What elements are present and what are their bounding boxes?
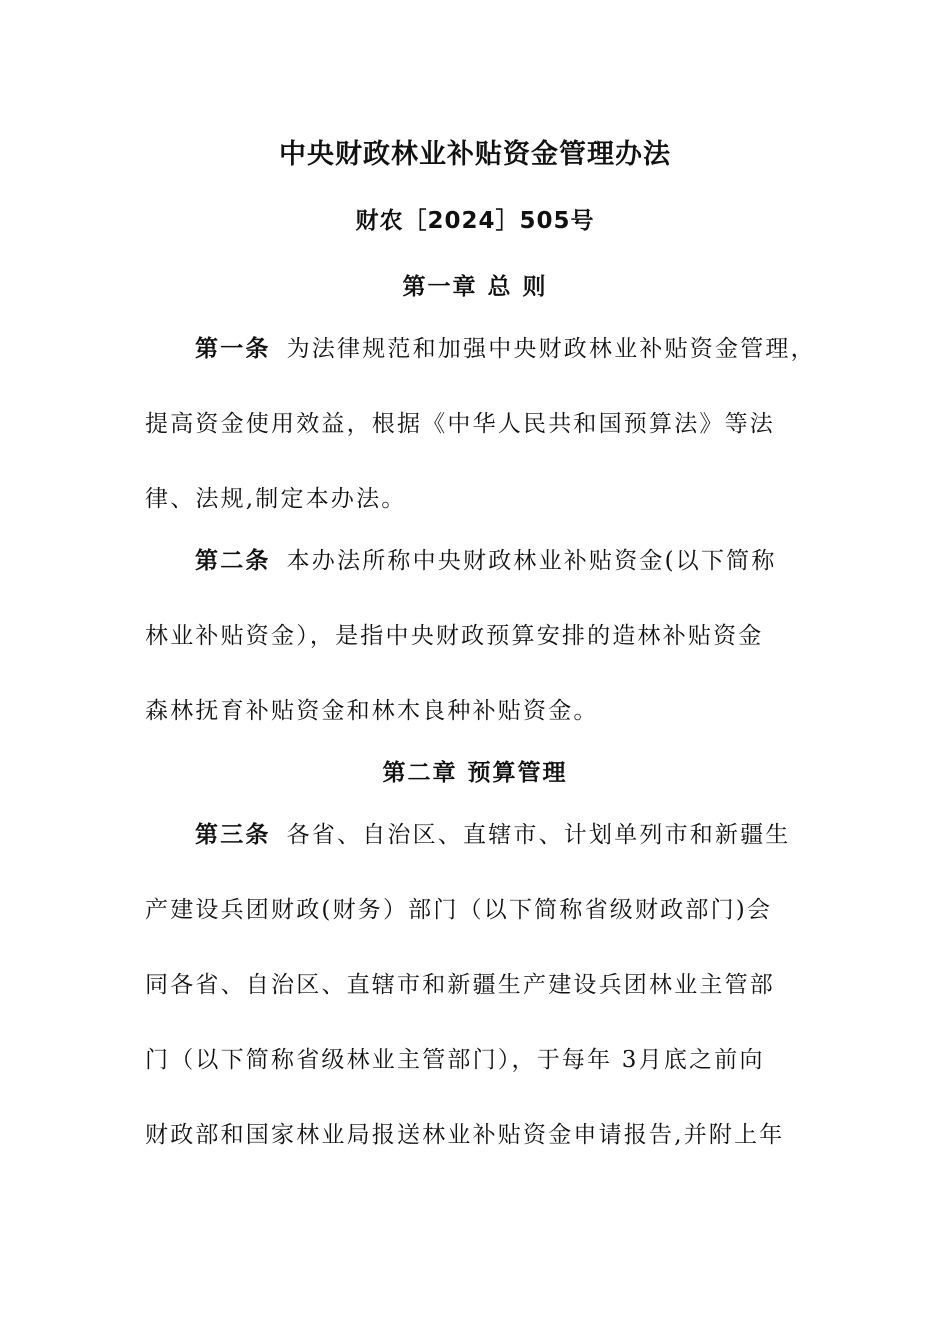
article-2-label: 第二条	[195, 548, 271, 574]
article-3-text-1: 各省、自治区、直辖市、计划单列市和新疆生	[286, 822, 791, 848]
chapter-heading-2: 第二章 预算管理	[382, 760, 568, 786]
article-1-label: 第一条	[195, 336, 271, 362]
article-2-line-3: 森林抚育补贴资金和林木良种补贴资金。	[145, 698, 599, 724]
article-1-text-1: 为法律规范和加强中央财政林业补贴资金管理，	[286, 336, 816, 362]
article-2-text-1: 本办法所称中央财政林业补贴资金(以下简称	[286, 548, 777, 574]
article-1-line-1	[195, 330, 816, 363]
document-title: 中央财政林业补贴资金管理办法	[279, 139, 671, 170]
article-2-line-2: 林业补贴资金），是指中央财政预算安排的造林补贴资金	[145, 623, 764, 649]
article-1-line-3: 律、法规,制定本办法。	[145, 486, 407, 512]
article-3-line-2: 产建设兵团财政(财务）部门（以下简称省级财政部门)会	[145, 897, 773, 923]
article-1-line-2: 提高资金使用效益，根据《中华人民共和国预算法》等法	[145, 411, 775, 437]
article-3-line-1	[195, 816, 810, 849]
document-number: 财农［2024］505号	[355, 208, 595, 234]
article-3-line-5: 财政部和国家林业局报送林业补贴资金申请报告,并附上年	[145, 1122, 785, 1148]
article-3-line-4: 门（以下简称省级林业主管部门），于每年 3月底之前向	[145, 1047, 765, 1073]
chapter-heading-1: 第一章 总 则	[402, 274, 548, 300]
article-2-line-1	[195, 542, 810, 575]
article-3-line-3: 同各省、自治区、直辖市和新疆生产建设兵团林业主管部	[145, 972, 775, 998]
article-3-label: 第三条	[195, 822, 271, 848]
